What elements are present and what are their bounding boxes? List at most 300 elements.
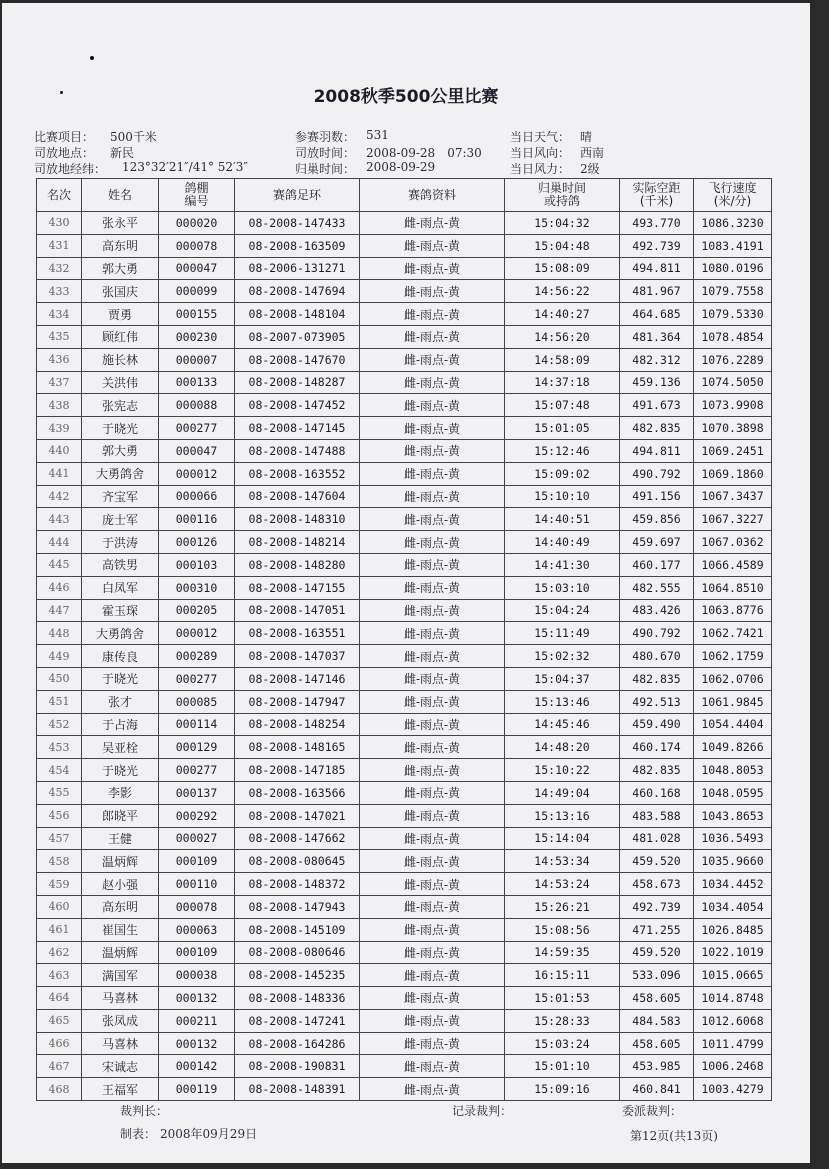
cell-pigeon-info: 雌-雨点-黄 (360, 394, 505, 417)
cell-loft-number: 000277 (159, 667, 235, 690)
page-title: 2008秋季500公里比赛 (313, 87, 499, 107)
cell-pigeon-info: 雌-雨点-黄 (360, 257, 505, 280)
table-row (37, 713, 772, 736)
cell-distance: 493.770 (620, 212, 694, 235)
cell-ring: 08-2008-145109 (235, 918, 360, 941)
cell-arrival-time: 14:56:20 (505, 325, 620, 348)
cell-speed: 1003.4279 (694, 1078, 772, 1101)
cell-distance: 482.835 (620, 667, 694, 690)
cell-pigeon-info: 雌-雨点-黄 (360, 941, 505, 964)
cell-arrival-time: 14:41:30 (505, 553, 620, 576)
cell-name: 王健 (82, 827, 159, 850)
cell-ring: 08-2008-148214 (235, 531, 360, 554)
table-row (37, 508, 772, 531)
cell-loft-number: 000205 (159, 599, 235, 622)
cell-distance: 458.673 (620, 873, 694, 896)
table-row (37, 234, 772, 257)
cell-arrival-time: 15:11:49 (505, 622, 620, 645)
wind-force-label: 当日风力： (510, 162, 571, 176)
release-time-label: 司放时间： (295, 146, 356, 160)
results-table (36, 178, 772, 1101)
cell-rank: 457 (37, 827, 82, 850)
cell-distance: 492.513 (620, 690, 694, 713)
header-distance: 实际空距 (千米) (620, 179, 694, 212)
table-row (37, 439, 772, 462)
cell-loft-number: 000063 (159, 918, 235, 941)
cell-distance: 494.811 (620, 257, 694, 280)
cell-name: 顾红伟 (82, 325, 159, 348)
cell-pigeon-info: 雌-雨点-黄 (360, 964, 505, 987)
cell-distance: 481.364 (620, 325, 694, 348)
entries-value: 531 (366, 128, 389, 142)
cell-pigeon-info: 雌-雨点-黄 (360, 485, 505, 508)
cell-speed: 1066.4589 (694, 553, 772, 576)
table-row (37, 827, 772, 850)
table-row (37, 280, 772, 303)
cell-name: 满国军 (82, 964, 159, 987)
cell-distance: 490.792 (620, 462, 694, 485)
release-time-value: 2008-09-28 07:30 (366, 146, 482, 160)
cell-distance: 459.136 (620, 371, 694, 394)
cell-pigeon-info: 雌-雨点-黄 (360, 280, 505, 303)
cell-rank: 447 (37, 599, 82, 622)
cell-ring: 08-2008-163566 (235, 781, 360, 804)
cell-name: 齐宝军 (82, 485, 159, 508)
cell-loft-number: 000078 (159, 234, 235, 257)
cell-distance: 459.856 (620, 508, 694, 531)
cell-arrival-time: 14:58:09 (505, 348, 620, 371)
cell-loft-number: 000047 (159, 257, 235, 280)
cell-ring: 08-2008-147433 (235, 212, 360, 235)
cell-name: 大勇鸽舍 (82, 462, 159, 485)
cell-name: 施长林 (82, 348, 159, 371)
cell-arrival-time: 15:10:22 (505, 759, 620, 782)
cell-ring: 08-2008-163509 (235, 234, 360, 257)
table-row (37, 759, 772, 782)
cell-arrival-time: 14:53:24 (505, 873, 620, 896)
cell-ring: 08-2008-147943 (235, 895, 360, 918)
cell-rank: 448 (37, 622, 82, 645)
cell-name: 张国庆 (82, 280, 159, 303)
cell-loft-number: 000211 (159, 1009, 235, 1032)
cell-rank: 463 (37, 964, 82, 987)
cell-distance: 453.985 (620, 1055, 694, 1078)
cell-ring: 08-2008-147021 (235, 804, 360, 827)
cell-speed: 1049.8266 (694, 736, 772, 759)
table-row (37, 462, 772, 485)
cell-ring: 08-2008-190831 (235, 1055, 360, 1078)
cell-loft-number: 000133 (159, 371, 235, 394)
cell-loft-number: 000109 (159, 850, 235, 873)
chief-referee-label: 裁判长： (120, 1104, 169, 1118)
cell-arrival-time: 15:01:05 (505, 417, 620, 440)
cell-speed: 1014.8748 (694, 987, 772, 1010)
table-row (37, 850, 772, 873)
cell-name: 郎晓平 (82, 804, 159, 827)
cell-name: 霍玉琛 (82, 599, 159, 622)
cell-loft-number: 000277 (159, 417, 235, 440)
cell-speed: 1022.1019 (694, 941, 772, 964)
cell-loft-number: 000012 (159, 622, 235, 645)
cell-arrival-time: 15:04:37 (505, 667, 620, 690)
cell-speed: 1006.2468 (694, 1055, 772, 1078)
cell-arrival-time: 15:13:16 (505, 804, 620, 827)
cell-name: 于晓光 (82, 667, 159, 690)
cell-speed: 1062.1759 (694, 645, 772, 668)
cell-name: 于洪涛 (82, 531, 159, 554)
table-row (37, 804, 772, 827)
cell-rank: 456 (37, 804, 82, 827)
table-row (37, 576, 772, 599)
cell-distance: 459.520 (620, 941, 694, 964)
cell-rank: 458 (37, 850, 82, 873)
table-header-row (37, 179, 772, 212)
wind-direction-label: 当日风向： (510, 146, 571, 160)
cell-ring: 08-2008-148391 (235, 1078, 360, 1101)
delegate-referee-label: 委派裁判： (622, 1104, 683, 1118)
cell-name: 温炳辉 (82, 941, 159, 964)
cell-pigeon-info: 雌-雨点-黄 (360, 827, 505, 850)
table-row (37, 964, 772, 987)
cell-ring: 08-2008-147146 (235, 667, 360, 690)
cell-arrival-time: 15:04:32 (505, 212, 620, 235)
cell-ring: 08-2008-147051 (235, 599, 360, 622)
cell-arrival-time: 15:09:02 (505, 462, 620, 485)
cell-name: 崔国生 (82, 918, 159, 941)
cell-rank: 433 (37, 280, 82, 303)
cell-speed: 1067.3437 (694, 485, 772, 508)
cell-arrival-time: 15:13:46 (505, 690, 620, 713)
cell-pigeon-info: 雌-雨点-黄 (360, 667, 505, 690)
cell-ring: 08-2008-148254 (235, 713, 360, 736)
cell-speed: 1036.5493 (694, 827, 772, 850)
header-loft-number: 鸽棚 编号 (159, 179, 235, 212)
cell-speed: 1026.8485 (694, 918, 772, 941)
cell-distance: 460.841 (620, 1078, 694, 1101)
cell-distance: 458.605 (620, 987, 694, 1010)
cell-distance: 490.792 (620, 622, 694, 645)
cell-speed: 1043.8653 (694, 804, 772, 827)
table-row (37, 394, 772, 417)
cell-speed: 1086.3230 (694, 212, 772, 235)
cell-arrival-time: 15:08:09 (505, 257, 620, 280)
weather-value: 晴 (580, 130, 593, 144)
cell-distance: 459.520 (620, 850, 694, 873)
cell-distance: 482.312 (620, 348, 694, 371)
cell-name: 郭大勇 (82, 439, 159, 462)
cell-name: 高东明 (82, 895, 159, 918)
cell-pigeon-info: 雌-雨点-黄 (360, 348, 505, 371)
cell-loft-number: 000277 (159, 759, 235, 782)
cell-rank: 435 (37, 325, 82, 348)
cell-arrival-time: 14:56:22 (505, 280, 620, 303)
cell-pigeon-info: 雌-雨点-黄 (360, 212, 505, 235)
cell-loft-number: 000110 (159, 873, 235, 896)
table-row (37, 1009, 772, 1032)
cell-speed: 1035.9660 (694, 850, 772, 873)
cell-name: 温炳辉 (82, 850, 159, 873)
cell-loft-number: 000114 (159, 713, 235, 736)
cell-loft-number: 000020 (159, 212, 235, 235)
cell-speed: 1054.4404 (694, 713, 772, 736)
table-row (37, 417, 772, 440)
table-row (37, 212, 772, 235)
table-row (37, 599, 772, 622)
cell-speed: 1048.0595 (694, 781, 772, 804)
cell-loft-number: 000142 (159, 1055, 235, 1078)
weather-label: 当日天气： (510, 130, 571, 144)
cell-name: 关洪伟 (82, 371, 159, 394)
cell-distance: 481.967 (620, 280, 694, 303)
cell-distance: 481.028 (620, 827, 694, 850)
table-row (37, 941, 772, 964)
cell-speed: 1063.8776 (694, 599, 772, 622)
table-row (37, 667, 772, 690)
cell-rank: 437 (37, 371, 82, 394)
cell-pigeon-info: 雌-雨点-黄 (360, 759, 505, 782)
table-row (37, 781, 772, 804)
cell-pigeon-info: 雌-雨点-黄 (360, 873, 505, 896)
cell-loft-number: 000132 (159, 1032, 235, 1055)
cell-name: 马喜林 (82, 1032, 159, 1055)
cell-loft-number: 000155 (159, 303, 235, 326)
cell-loft-number: 000088 (159, 394, 235, 417)
table-row (37, 987, 772, 1010)
release-site-label: 司放地点： (34, 146, 95, 160)
cell-loft-number: 000109 (159, 941, 235, 964)
cell-rank: 443 (37, 508, 82, 531)
cell-rank: 462 (37, 941, 82, 964)
cell-pigeon-info: 雌-雨点-黄 (360, 439, 505, 462)
cell-rank: 460 (37, 895, 82, 918)
header-rank: 名次 (37, 179, 82, 212)
record-referee-label: 记录裁判： (452, 1104, 513, 1118)
cell-loft-number: 000066 (159, 485, 235, 508)
cell-speed: 1073.9908 (694, 394, 772, 417)
cell-speed: 1079.7558 (694, 280, 772, 303)
cell-distance: 471.255 (620, 918, 694, 941)
cell-ring: 08-2008-148280 (235, 553, 360, 576)
cell-loft-number: 000230 (159, 325, 235, 348)
cell-ring: 08-2008-147947 (235, 690, 360, 713)
cell-ring: 08-2008-163551 (235, 622, 360, 645)
cell-name: 白凤军 (82, 576, 159, 599)
cell-pigeon-info: 雌-雨点-黄 (360, 508, 505, 531)
cell-name: 马喜林 (82, 987, 159, 1010)
cell-arrival-time: 14:49:04 (505, 781, 620, 804)
cell-loft-number: 000078 (159, 895, 235, 918)
cell-rank: 436 (37, 348, 82, 371)
cell-loft-number: 000137 (159, 781, 235, 804)
cell-arrival-time: 15:03:24 (505, 1032, 620, 1055)
cell-arrival-time: 15:08:56 (505, 918, 620, 941)
page-number: 第12页(共13页) (630, 1129, 718, 1143)
cell-ring: 08-2008-147694 (235, 280, 360, 303)
cell-rank: 450 (37, 667, 82, 690)
cell-arrival-time: 14:37:18 (505, 371, 620, 394)
scan-speck (90, 56, 94, 60)
cell-pigeon-info: 雌-雨点-黄 (360, 645, 505, 668)
cell-speed: 1080.0196 (694, 257, 772, 280)
cell-speed: 1048.8053 (694, 759, 772, 782)
cell-ring: 08-2008-147037 (235, 645, 360, 668)
cell-name: 李影 (82, 781, 159, 804)
cell-loft-number: 000027 (159, 827, 235, 850)
cell-rank: 453 (37, 736, 82, 759)
cell-rank: 459 (37, 873, 82, 896)
cell-arrival-time: 14:40:49 (505, 531, 620, 554)
cell-speed: 1070.3898 (694, 417, 772, 440)
cell-loft-number: 000047 (159, 439, 235, 462)
cell-distance: 459.490 (620, 713, 694, 736)
cell-speed: 1034.4452 (694, 873, 772, 896)
cell-pigeon-info: 雌-雨点-黄 (360, 987, 505, 1010)
cell-arrival-time: 15:28:33 (505, 1009, 620, 1032)
cell-arrival-time: 14:48:20 (505, 736, 620, 759)
cell-rank: 446 (37, 576, 82, 599)
cell-arrival-time: 15:01:53 (505, 987, 620, 1010)
cell-ring: 08-2008-147488 (235, 439, 360, 462)
header-arrival-time: 归巢时间 或持鸽 (505, 179, 620, 212)
cell-name: 郭大勇 (82, 257, 159, 280)
cell-ring: 08-2008-163552 (235, 462, 360, 485)
cell-rank: 454 (37, 759, 82, 782)
cell-name: 张凤成 (82, 1009, 159, 1032)
cell-rank: 431 (37, 234, 82, 257)
cell-rank: 442 (37, 485, 82, 508)
table-row (37, 371, 772, 394)
cell-distance: 492.739 (620, 234, 694, 257)
cell-arrival-time: 14:59:35 (505, 941, 620, 964)
cell-ring: 08-2008-148165 (235, 736, 360, 759)
release-site-value: 新民 (110, 146, 135, 160)
table-row (37, 348, 772, 371)
cell-rank: 451 (37, 690, 82, 713)
cell-loft-number: 000119 (159, 1078, 235, 1101)
cell-loft-number: 000103 (159, 553, 235, 576)
cell-rank: 439 (37, 417, 82, 440)
cell-pigeon-info: 雌-雨点-黄 (360, 850, 505, 873)
cell-arrival-time: 15:03:10 (505, 576, 620, 599)
cell-pigeon-info: 雌-雨点-黄 (360, 736, 505, 759)
cell-name: 大勇鸽舍 (82, 622, 159, 645)
cell-rank: 430 (37, 212, 82, 235)
cell-speed: 1083.4191 (694, 234, 772, 257)
cell-name: 高东明 (82, 234, 159, 257)
cell-loft-number: 000132 (159, 987, 235, 1010)
table-row (37, 325, 772, 348)
cell-arrival-time: 14:45:46 (505, 713, 620, 736)
cell-pigeon-info: 雌-雨点-黄 (360, 713, 505, 736)
cell-ring: 08-2008-148336 (235, 987, 360, 1010)
header-ring: 赛鸽足环 (235, 179, 360, 212)
cell-ring: 08-2008-148372 (235, 873, 360, 896)
cell-distance: 458.605 (620, 1032, 694, 1055)
cell-ring: 08-2008-145235 (235, 964, 360, 987)
cell-name: 赵小强 (82, 873, 159, 896)
return-time-label: 归巢时间： (295, 162, 356, 176)
cell-ring: 08-2008-147670 (235, 348, 360, 371)
cell-pigeon-info: 雌-雨点-黄 (360, 781, 505, 804)
cell-loft-number: 000007 (159, 348, 235, 371)
cell-speed: 1067.0362 (694, 531, 772, 554)
cell-name: 贾勇 (82, 303, 159, 326)
table-row (37, 690, 772, 713)
cell-speed: 1067.3227 (694, 508, 772, 531)
table-row (37, 1032, 772, 1055)
cell-pigeon-info: 雌-雨点-黄 (360, 303, 505, 326)
cell-ring: 08-2008-147662 (235, 827, 360, 850)
table-row (37, 918, 772, 941)
entries-label: 参赛羽数： (295, 130, 356, 144)
cell-loft-number: 000126 (159, 531, 235, 554)
cell-ring: 08-2008-147155 (235, 576, 360, 599)
cell-distance: 482.835 (620, 417, 694, 440)
cell-rank: 444 (37, 531, 82, 554)
coords-label: 司放地经纬： (34, 162, 107, 176)
cell-loft-number: 000129 (159, 736, 235, 759)
cell-speed: 1062.7421 (694, 622, 772, 645)
cell-distance: 484.583 (620, 1009, 694, 1032)
table-row (37, 895, 772, 918)
cell-arrival-time: 15:10:10 (505, 485, 620, 508)
cell-loft-number: 000289 (159, 645, 235, 668)
cell-arrival-time: 16:15:11 (505, 964, 620, 987)
table-row (37, 1078, 772, 1101)
table-row (37, 622, 772, 645)
cell-pigeon-info: 雌-雨点-黄 (360, 918, 505, 941)
cell-arrival-time: 15:07:48 (505, 394, 620, 417)
cell-ring: 08-2006-131271 (235, 257, 360, 280)
cell-pigeon-info: 雌-雨点-黄 (360, 599, 505, 622)
cell-distance: 460.174 (620, 736, 694, 759)
cell-ring: 08-2008-080645 (235, 850, 360, 873)
cell-rank: 449 (37, 645, 82, 668)
cell-name: 于晓光 (82, 759, 159, 782)
cell-pigeon-info: 雌-雨点-黄 (360, 1009, 505, 1032)
table-row (37, 485, 772, 508)
cell-distance: 459.697 (620, 531, 694, 554)
cell-speed: 1079.5330 (694, 303, 772, 326)
cell-arrival-time: 15:26:21 (505, 895, 620, 918)
cell-name: 吴亚栓 (82, 736, 159, 759)
cell-ring: 08-2008-148104 (235, 303, 360, 326)
cell-pigeon-info: 雌-雨点-黄 (360, 895, 505, 918)
cell-pigeon-info: 雌-雨点-黄 (360, 622, 505, 645)
table-row (37, 1055, 772, 1078)
cell-rank: 441 (37, 462, 82, 485)
cell-rank: 466 (37, 1032, 82, 1055)
coords-value: 123°32′21″/41° 52′3″ (122, 160, 248, 174)
cell-distance: 482.555 (620, 576, 694, 599)
event-label: 比赛项目： (34, 130, 95, 144)
made-date: 2008年09月29日 (160, 1127, 258, 1141)
cell-ring: 08-2007-073905 (235, 325, 360, 348)
table-row (37, 531, 772, 554)
cell-name: 宋诚志 (82, 1055, 159, 1078)
wind-direction-value: 西南 (580, 146, 605, 160)
table-row (37, 873, 772, 896)
cell-speed: 1061.9845 (694, 690, 772, 713)
cell-ring: 08-2008-147604 (235, 485, 360, 508)
event-value: 500千米 (110, 130, 157, 144)
cell-rank: 452 (37, 713, 82, 736)
cell-ring: 08-2008-147185 (235, 759, 360, 782)
cell-rank: 455 (37, 781, 82, 804)
cell-pigeon-info: 雌-雨点-黄 (360, 804, 505, 827)
cell-speed: 1069.1860 (694, 462, 772, 485)
cell-speed: 1062.0706 (694, 667, 772, 690)
